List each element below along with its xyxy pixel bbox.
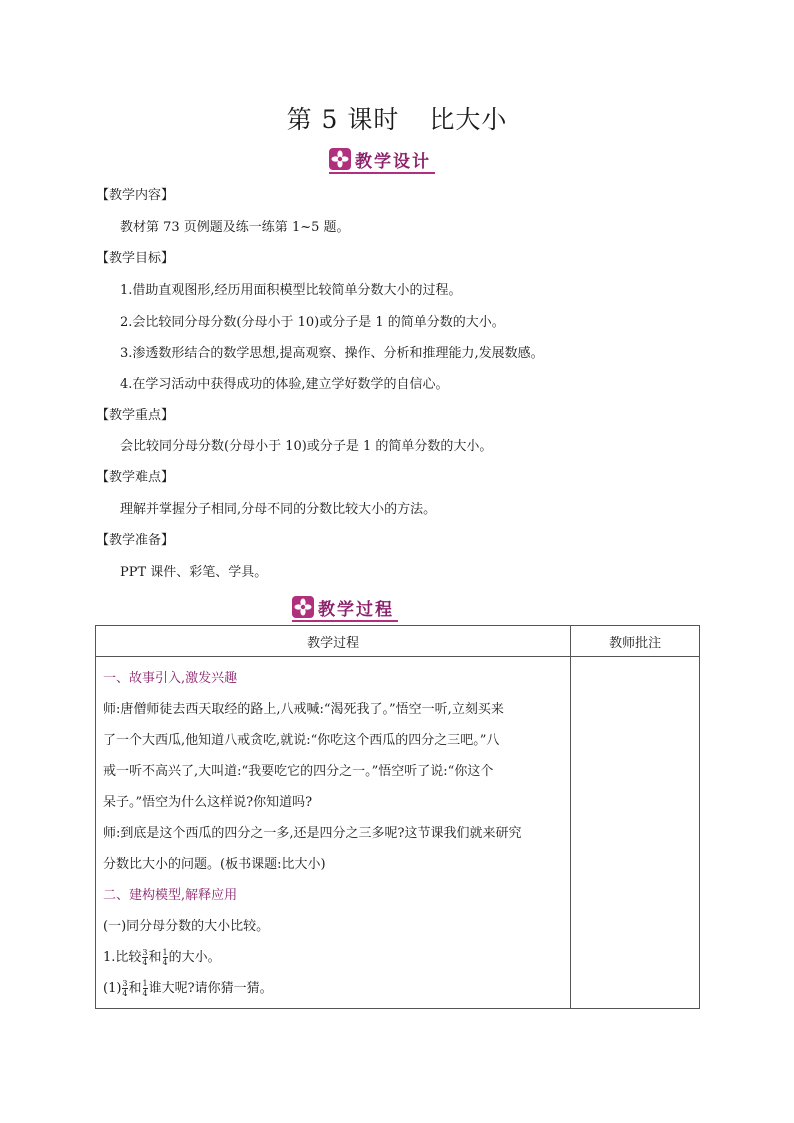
goal-item: 1.借助直观图形,经历用面积模型比较简单分数大小的过程。 xyxy=(120,283,462,298)
story-line: 师:到底是这个西瓜的四分之一多,还是四分之三多呢?这节课我们就来研究 xyxy=(103,826,522,841)
process-cell xyxy=(96,657,571,1009)
goal-item: 2.会比较同分母分数(分母小于 10)或分子是 1 的简单分数的大小。 xyxy=(120,315,505,330)
teacher-notes-cell xyxy=(571,657,700,1009)
lesson-number: 第 5 课时 xyxy=(286,105,400,134)
section-head-difficulty: 【教学难点】 xyxy=(96,470,175,485)
story-line: 呆子。”悟空为什么这样说?你知道吗? xyxy=(103,795,313,810)
story-line: 师:唐僧师徒去西天取经的路上,八戒喊:“渴死我了。”悟空一听,立刻买来 xyxy=(103,702,504,717)
banner-underline xyxy=(292,620,398,622)
fraction: $\frac{3}{4}$ xyxy=(122,979,128,998)
flower-logo-icon xyxy=(292,596,314,618)
section-head-key: 【教学重点】 xyxy=(96,408,175,423)
banner-underline xyxy=(329,172,435,174)
table-row xyxy=(96,657,700,1009)
banner-label: 教学过程 xyxy=(318,599,394,620)
subsection-title: (一)同分母分数的大小比较。 xyxy=(103,919,270,934)
banner-label: 教学设计 xyxy=(355,151,431,172)
question-1: 1.比较 $\frac{3}{4}$ 和 $\frac{1}{4}$ 的大小。 xyxy=(103,948,221,967)
part-title: 一、故事引入,激发兴趣 xyxy=(103,671,238,686)
question-2: (1) $\frac{3}{4}$ 和 $\frac{1}{4}$ 谁大呢?请你猜一猜。 xyxy=(103,979,273,998)
fraction: $\frac{1}{4}$ xyxy=(142,979,148,998)
column-header-notes: 教师批注 xyxy=(571,626,700,657)
content-text: 教材第 73 页例题及练一练第 1~5 题。 xyxy=(120,220,350,235)
goal-item: 4.在学习活动中获得成功的体验,建立学好数学的自信心。 xyxy=(120,377,449,392)
prep-text: PPT 课件、彩笔、学具。 xyxy=(120,565,268,580)
fraction: $\frac{1}{4}$ xyxy=(162,948,168,967)
flower-logo-icon xyxy=(329,148,351,170)
section-head-goals: 【教学目标】 xyxy=(96,251,175,266)
process-table xyxy=(95,625,700,1009)
banner-teaching-design xyxy=(329,146,431,172)
lesson-topic: 比大小 xyxy=(429,105,508,134)
section-head-content: 【教学内容】 xyxy=(96,188,175,203)
section-head-prep: 【教学准备】 xyxy=(96,533,175,548)
story-line: 分数比大小的问题。(板书课题:比大小) xyxy=(103,857,326,872)
page-title xyxy=(0,100,794,136)
fraction: $\frac{3}{4}$ xyxy=(142,948,148,967)
part-title: 二、建构模型,解释应用 xyxy=(103,888,238,903)
story-line: 戒一听不高兴了,大叫道:“我要吃它的四分之一。”悟空听了说:“你这个 xyxy=(103,764,494,779)
column-header-process: 教学过程 xyxy=(96,626,571,657)
key-text: 会比较同分母分数(分母小于 10)或分子是 1 的简单分数的大小。 xyxy=(120,439,493,454)
difficulty-text: 理解并掌握分子相同,分母不同的分数比较大小的方法。 xyxy=(120,502,437,517)
story-line: 了一个大西瓜,他知道八戒贪吃,就说:“你吃这个西瓜的四分之三吧。”八 xyxy=(103,733,500,748)
banner-teaching-process xyxy=(292,594,394,620)
goal-item: 3.渗透数形结合的数学思想,提高观察、操作、分析和推理能力,发展数感。 xyxy=(120,346,544,361)
table-header-row xyxy=(96,626,700,657)
